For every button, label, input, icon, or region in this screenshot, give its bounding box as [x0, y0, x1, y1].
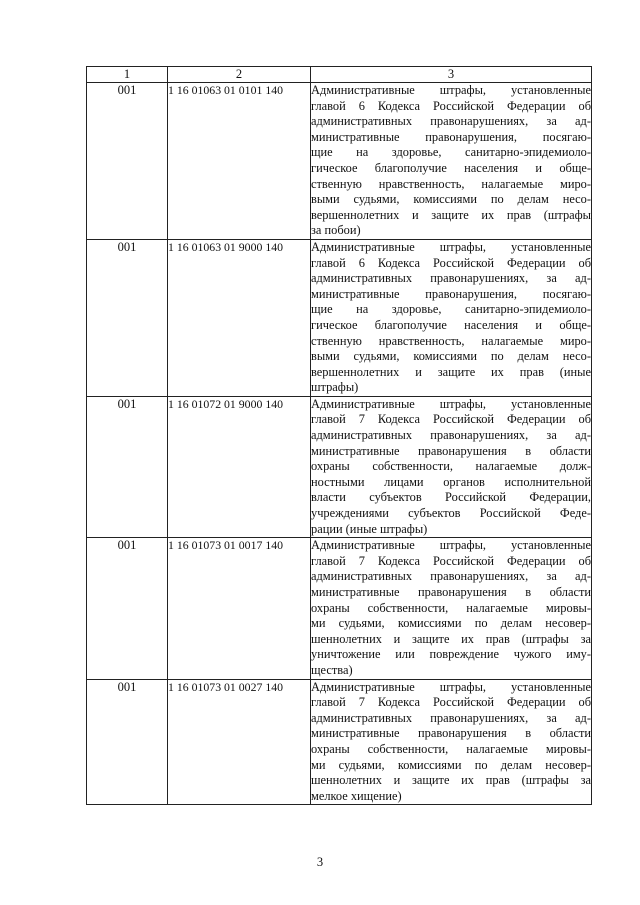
income-description-cell	[311, 239, 592, 396]
description-line: вершеннолетних и защите их прав (штрафы	[311, 207, 591, 222]
budget-codes-table	[86, 66, 592, 805]
description-line: выми судьями, комиссиями по делам несо-	[311, 349, 591, 364]
description-line: административных правонарушениях, за ад-	[311, 569, 591, 584]
description-line: Административные штрафы, установленные	[311, 83, 591, 97]
description-line: рации (иные штрафы)	[311, 521, 428, 536]
description-line: вершеннолетних и защите их прав (иные	[311, 364, 591, 379]
description-line: административных правонарушениях, за ад-	[311, 710, 591, 725]
description-line: охраны собственности, налагаемые мировы-	[311, 741, 591, 756]
description-line: охраны собственности, налагаемые долж-	[311, 459, 591, 474]
description-line: ственную нравственность, налагаемые миро-	[311, 333, 591, 348]
description-line: главой 6 Кодекса Российской Федерации об	[311, 255, 591, 270]
description-line: шеннолетних и защите их прав (штрафы за	[311, 631, 591, 646]
description-line: министративные правонарушения в области	[311, 443, 591, 458]
budget-classification-code-cell: 1 16 01073 01 0017 140	[168, 538, 311, 679]
table-row	[87, 239, 592, 396]
description-line: власти субъектов Российской Федерации,	[311, 490, 591, 505]
description-line: главой 7 Кодекса Российской Федерации об	[311, 412, 591, 427]
header-col-1: 1	[87, 67, 168, 83]
admin-code-cell: 001	[87, 679, 168, 805]
table-header-row	[87, 67, 592, 83]
description-line: гическое благополучие населения и обще-	[311, 160, 591, 175]
description-line: ми судьями, комиссиями по делам несовер-	[311, 616, 591, 631]
table-row	[87, 396, 592, 537]
description-line: административных правонарушениях, за ад-	[311, 271, 591, 286]
description-line: главой 7 Кодекса Российской Федерации об	[311, 695, 591, 710]
table-row	[87, 538, 592, 679]
description-line: шеннолетних и защите их прав (штрафы за	[311, 773, 591, 788]
budget-classification-code-cell: 1 16 01073 01 0027 140	[168, 679, 311, 805]
description-line: Административные штрафы, установленные	[311, 538, 591, 553]
description-line: ми судьями, комиссиями по делам несовер-	[311, 757, 591, 772]
budget-classification-code-cell: 1 16 01072 01 9000 140	[168, 396, 311, 537]
description-line: министративные правонарушения в области	[311, 726, 591, 741]
description-line: Административные штрафы, установленные	[311, 679, 591, 694]
description-line: щества)	[311, 662, 353, 677]
header-col-2: 2	[168, 67, 311, 83]
description-line: Административные штрафы, установленные	[311, 396, 591, 411]
description-line: выми судьями, комиссиями по делам несо-	[311, 192, 591, 207]
income-description-cell	[311, 83, 592, 240]
description-line: охраны собственности, налагаемые мировы-	[311, 600, 591, 615]
description-line: ностными лицами органов исполнительной	[311, 474, 591, 489]
description-line: щие на здоровье, санитарно-эпидемиоло-	[311, 145, 591, 160]
description-line: Административные штрафы, установленные	[311, 239, 591, 254]
table-row	[87, 83, 592, 240]
income-description-cell	[311, 396, 592, 537]
admin-code-cell: 001	[87, 538, 168, 679]
table-row	[87, 679, 592, 805]
income-description-cell	[311, 679, 592, 805]
budget-classification-code-cell: 1 16 01063 01 9000 140	[168, 239, 311, 396]
header-col-3: 3	[311, 67, 592, 83]
description-line: административных правонарушениях, за ад-	[311, 114, 591, 129]
admin-code-cell: 001	[87, 83, 168, 240]
description-line: уничтожение или повреждение чужого иму-	[311, 647, 591, 662]
admin-code-cell: 001	[87, 239, 168, 396]
description-line: щие на здоровье, санитарно-эпидемиоло-	[311, 302, 591, 317]
description-line: министративные правонарушения, посягаю-	[311, 286, 591, 301]
description-line: министративные правонарушения, посягаю-	[311, 129, 591, 144]
description-line: гическое благополучие населения и обще-	[311, 317, 591, 332]
description-line: штрафы)	[311, 380, 359, 395]
page-number: 3	[316, 855, 324, 869]
description-line: главой 6 Кодекса Российской Федерации об	[311, 98, 591, 113]
description-line: за побои)	[311, 223, 361, 238]
description-line: министративные правонарушения в области	[311, 585, 591, 599]
description-line: учреждениями субъектов Российской Феде-	[311, 506, 591, 521]
budget-classification-code-cell: 1 16 01063 01 0101 140	[168, 83, 311, 240]
admin-code-cell: 001	[87, 396, 168, 537]
income-description-cell	[311, 538, 592, 679]
description-line: административных правонарушениях, за ад-	[311, 428, 591, 443]
description-line: ственную нравственность, налагаемые миро-	[311, 176, 591, 191]
description-line: мелкое хищение)	[311, 788, 402, 803]
description-line: главой 7 Кодекса Российской Федерации об	[311, 553, 591, 568]
